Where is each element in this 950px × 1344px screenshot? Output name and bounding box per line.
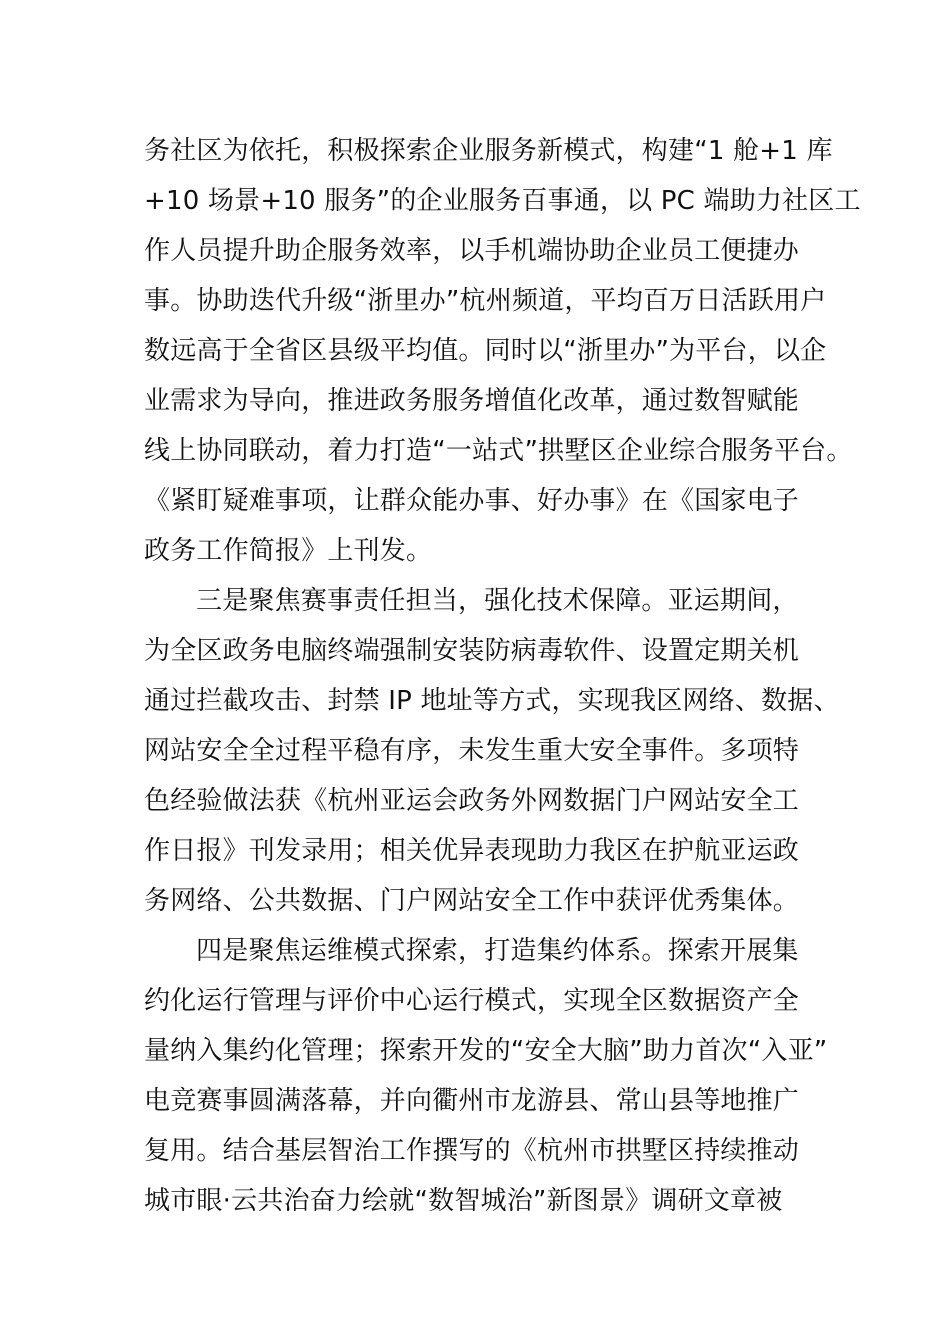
text-line: +10 场景+10 服务”的企业服务百事通，以 PC 端助力社区工 (144, 186, 861, 216)
text-line: 作人员提升助企服务效率，以手机端协助企业员工便捷办 (144, 236, 800, 266)
text-line: 电竞赛事圆满落幕，并向衢州市龙游县、常山县等地推广 (144, 1086, 800, 1116)
text-line: 量纳入集约化管理；探索开发的“安全大脑”助力首次“入亚” (144, 1036, 828, 1066)
text-line: 约化运行管理与评价中心运行模式，实现全区数据资产全 (144, 986, 800, 1016)
text-line: 城市眼·云共治奋力绘就“数智城治”新图景》调研文章被 (144, 1186, 783, 1216)
text-line: 务网络、公共数据、门户网站安全工作中获评优秀集体。 (144, 886, 800, 916)
text-line: 色经验做法获《杭州亚运会政务外网数据门户网站安全工 (144, 786, 800, 816)
text-line: 线上协同联动，着力打造“一站式”拱墅区企业综合服务平台。 (144, 436, 853, 466)
text-line: 务社区为依托，积极探索企业服务新模式，构建“1 舱+1 库 (144, 136, 833, 166)
paragraph-start-line: 四是聚焦运维模式探索，打造集约体系。探索开展集 (196, 936, 799, 966)
text-line: 事。协助迭代升级“浙里办”杭州频道，平均百万日活跃用户 (144, 286, 827, 316)
text-line: 通过拦截攻击、封禁 IP 地址等方式，实现我区网络、数据、 (144, 686, 840, 716)
document-body (144, 126, 861, 1226)
text-line: 数远高于全省区县级平均值。同时以“浙里办”为平台，以企 (144, 336, 827, 366)
text-line: 《紧盯疑难事项，让群众能办事、好办事》在《国家电子 (144, 486, 800, 516)
text-line: 作日报》刊发录用；相关优异表现助力我区在护航亚运政 (144, 836, 800, 866)
text-line: 为全区政务电脑终端强制安装防病毒软件、设置定期关机 (144, 636, 800, 666)
text-line: 政务工作简报》上刊发。 (144, 536, 433, 566)
paragraph-start-line: 三是聚焦赛事责任担当，强化技术保障。亚运期间， (196, 586, 799, 616)
text-line: 业需求为导向，推进政务服务增值化改革，通过数智赋能 (144, 386, 800, 416)
text-line: 网站安全全过程平稳有序，未发生重大安全事件。多项特 (144, 736, 800, 766)
text-line: 复用。结合基层智治工作撰写的《杭州市拱墅区持续推动 (144, 1136, 800, 1166)
